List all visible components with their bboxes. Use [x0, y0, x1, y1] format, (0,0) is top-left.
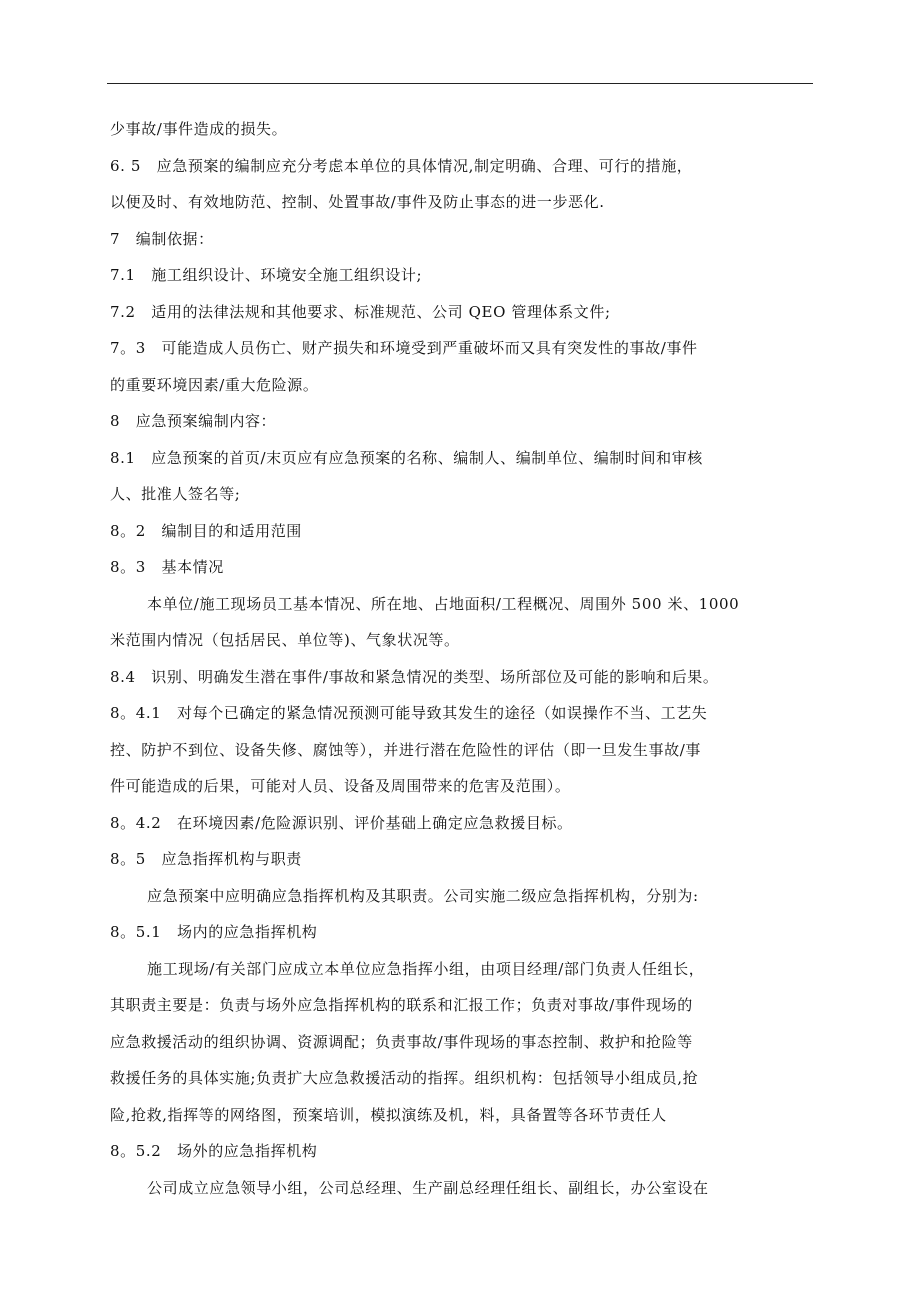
section-7-2: 7.2 适用的法律法规和其他要求、标准规范、公司 QEO 管理体系文件; [110, 303, 611, 321]
section-8-4-1-line-1: 8。4.1 对每个已确定的紧急情况预测可能导致其发生的途径（如误操作不当、工艺失 [110, 704, 708, 722]
section-8-1-line-1: 8.1 应急预案的首页/末页应有应急预案的名称、编制人、编制单位、编制时间和审核 [110, 449, 703, 467]
section-8-5-1-body-line-3: 应急救援活动的组织协调、资源调配；负责事故/事件现场的事态控制、救护和抢险等 [110, 1033, 693, 1051]
section-8-5-2-body-line-1: 公司成立应急领导小组，公司总经理、生产副总经理任组长、副组长，办公室设在 [147, 1179, 709, 1197]
section-8-5-2: 8。5.2 场外的应急指挥机构 [110, 1142, 318, 1160]
section-8-5-1-body-line-1: 施工现场/有关部门应成立本单位应急指挥小组，由项目经理/部门负责人任组长， [147, 960, 705, 978]
section-6-5-line-2: 以便及时、有效地防范、控制、处置事故/事件及防止事态的进一步恶化. [110, 193, 605, 211]
text-line: 少事故/事件造成的损失。 [110, 120, 288, 138]
section-8-4: 8.4 识别、明确发生潜在事件/事故和紧急情况的类型、场所部位及可能的影响和后果。 [110, 668, 719, 686]
section-6-5-line-1: 6. 5 应急预案的编制应充分考虑本单位的具体情况,制定明确、合理、可行的措施， [110, 157, 693, 175]
section-8-5-1: 8。5.1 场内的应急指挥机构 [110, 923, 318, 941]
section-8-1-line-2: 人、批准人签名等; [110, 485, 241, 503]
section-8-5: 8。5 应急指挥机构与职责 [110, 850, 302, 868]
header-rule [107, 83, 813, 84]
section-7-3-line-2: 的重要环境因素/重大危险源。 [110, 376, 319, 394]
section-8-4-1-line-3: 件可能造成的后果，可能对人员、设备及周围带来的危害及范围）。 [110, 777, 571, 795]
section-8-2: 8。2 编制目的和适用范围 [110, 522, 302, 540]
section-8-5-1-body-line-2: 其职责主要是：负责与场外应急指挥机构的联系和汇报工作；负责对事故/事件现场的 [110, 996, 693, 1014]
section-7-1: 7.1 施工组织设计、环境安全施工组织设计; [110, 266, 423, 284]
section-8-5-1-body-line-4: 救援任务的具体实施;负责扩大应急救援活动的指挥。组织机构：包括领导小组成员,抢 [110, 1069, 699, 1087]
heading-7: 7 编制依据： [110, 230, 214, 248]
heading-8: 8 应急预案编制内容： [110, 412, 277, 430]
section-8-3: 8。3 基本情况 [110, 558, 224, 576]
section-8-3-body-line-2: 米范围内情况（包括居民、单位等)、气象状况等。 [110, 631, 460, 649]
section-8-3-body-line-1: 本单位/施工现场员工基本情况、所在地、占地面积/工程概况、周围外 500 米、1000 [147, 595, 740, 613]
section-8-5-1-body-line-5: 险,抢救,指挥等的网络图，预案培训，模拟演练及机，料，具备置等各环节责任人 [110, 1106, 667, 1124]
section-7-3-line-1: 7。3 可能造成人员伤亡、财产损失和环境受到严重破坏而又具有突发性的事故/事件 [110, 339, 698, 357]
section-8-4-2: 8。4.2 在环境因素/危险源识别、评价基础上确定应急救援目标。 [110, 814, 573, 832]
section-8-4-1-line-2: 控、防护不到位、设备失修、腐蚀等），并进行潜在危险性的评估（即一旦发生事故/事 [110, 741, 701, 759]
section-8-5-body: 应急预案中应明确应急指挥机构及其职责。公司实施二级应急指挥机构，分别为: [147, 887, 699, 905]
